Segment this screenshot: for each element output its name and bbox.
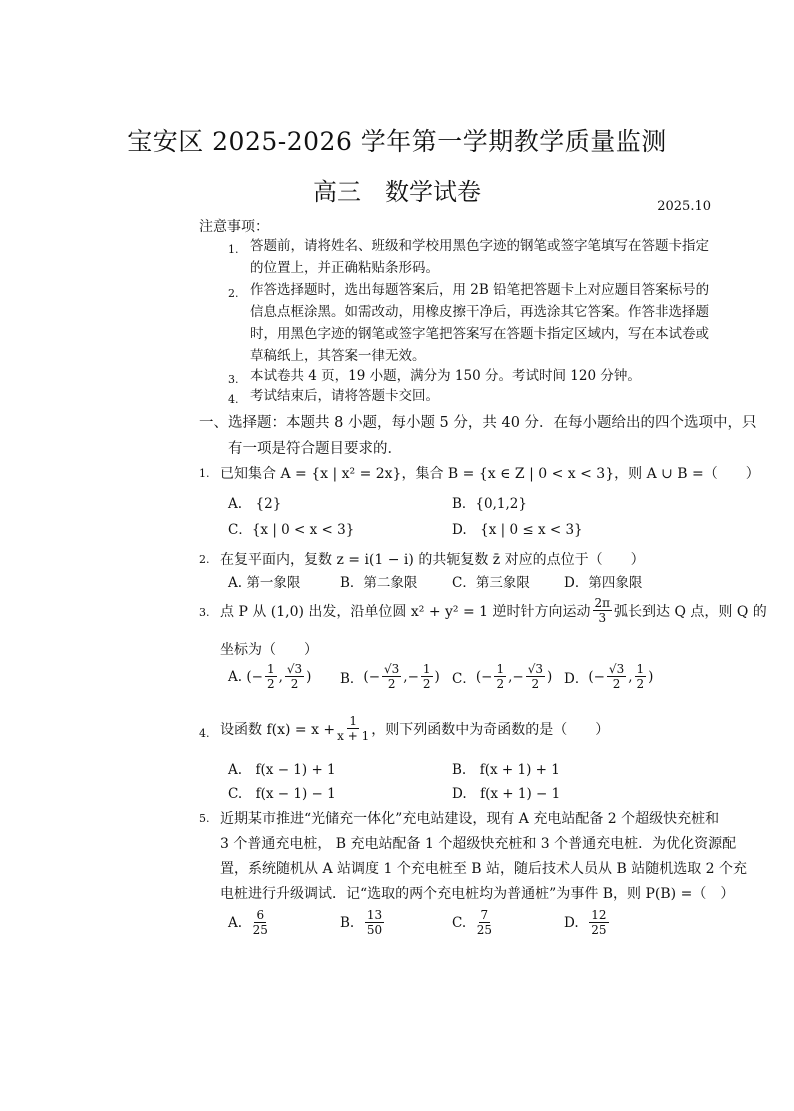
option-c: C．第三象限 [452, 575, 530, 591]
option-a: A. {2} [228, 496, 282, 512]
fraction-numerator: 1 [349, 714, 358, 728]
option-fraction [265, 662, 277, 691]
notice-line: 信息点框涂黑。如需改动，用橡皮擦干净后，再选涂其它答案。作答非选择题 [250, 304, 709, 320]
section-heading: 一、选择题：本题共 8 小题，每小题 5 分，共 40 分．在每小题给出的四个选项中，只 [199, 415, 757, 431]
fraction-numerator: 1 [636, 662, 645, 676]
option-fraction [253, 908, 268, 937]
option-label: C. [452, 914, 467, 931]
option-part: (− [363, 668, 381, 685]
notice-num: 1. [228, 243, 239, 256]
option-label: B. [340, 914, 355, 931]
arc-fraction [593, 596, 613, 625]
fraction-denominator: 50 [366, 923, 383, 937]
question-text: 已知集合 A = {x | x² = 2x}，集合 B = {x ∈ Z | 0 < x < 3}，则 A ∪ B =（ ） [220, 466, 760, 482]
option-b [340, 908, 386, 937]
exam-date: 2025.10 [657, 199, 711, 214]
fraction-denominator: 2 [422, 677, 431, 691]
option-fraction [526, 662, 545, 691]
option-d [564, 908, 611, 937]
fraction-denominator: 2 [266, 677, 275, 691]
fraction-numerator: 6 [256, 908, 265, 922]
fraction-numerator: 1 [496, 662, 505, 676]
fraction-numerator: 7 [480, 908, 489, 922]
fraction-numerator: √3 [527, 662, 543, 676]
option-part: ) [434, 668, 440, 685]
option-d [564, 662, 653, 691]
fraction-denominator: 2 [290, 677, 299, 691]
option-a: A. f(x − 1) + 1 [228, 762, 336, 778]
question-text-part: ，则下列函数中为奇函数的是（ ） [371, 721, 610, 738]
notice-line: 本试卷共 4 页，19 小题，满分为 150 分。考试时间 120 分钟。 [250, 368, 641, 384]
question-number: 4. [199, 727, 210, 740]
option-c: C. f(x − 1) − 1 [228, 786, 336, 802]
fraction-numerator: 1 [422, 662, 431, 676]
option-fraction [421, 662, 433, 691]
notice-line: 作答选择题时，选出每题答案后，用 2B 铅笔把答题卡上对应题目答案标号的 [250, 282, 710, 298]
option-b: B. f(x + 1) + 1 [452, 762, 560, 778]
option-fraction [477, 908, 492, 937]
option-a: A. 第一象限 [228, 575, 301, 591]
question-text-line: 近期某市推进“光储充一体化”充电站建设，现有 A 充电站配备 2 个超级快充桩和 [220, 811, 720, 827]
notice-line: 的位置上，并正确粘贴条形码。 [250, 260, 439, 276]
question-number: 2. [199, 553, 210, 566]
fraction-numerator: 13 [366, 908, 383, 922]
option-label: B． [340, 670, 364, 687]
question-text-line2: 坐标为（ ） [220, 642, 318, 658]
fraction-numerator: 12 [591, 908, 607, 922]
option-fraction [635, 662, 647, 691]
question-text-line: 3 个普通充电桩， B 充电站配备 1 个超级快充桩和 3 个普通充电桩．为优化资源配 [220, 836, 737, 852]
fraction-denominator: 3 [598, 611, 607, 625]
notice-heading: 注意事项： [199, 219, 269, 235]
notice-line: 草稿纸上，其答案一律无效。 [250, 348, 426, 364]
section-heading-cont: 有一项是符合题目要求的． [228, 441, 402, 457]
fraction-denominator: 2 [496, 677, 505, 691]
option-part: ) [306, 668, 312, 685]
notice-line: 时，用黑色字迹的钢笔或签字笔把答案写在答题卡指定区域内，写在本试卷或 [250, 326, 709, 342]
fraction-denominator: 2 [387, 677, 396, 691]
question-text [220, 714, 609, 743]
fraction-numerator: √3 [608, 662, 625, 676]
option-label: D． [564, 670, 589, 687]
option-fraction [285, 662, 304, 691]
option-part: ,− [508, 668, 524, 685]
fraction-numerator: 2π [594, 596, 611, 610]
option-a [228, 908, 270, 937]
option-fraction [382, 662, 401, 691]
question-text-line: 置，系统随机从 A 站调度 1 个充电桩至 B 站，随后技术人员从 B 站随机选取 2 个充 [220, 861, 748, 877]
option-part: (− [588, 668, 605, 685]
option-a [228, 662, 311, 691]
option-d: D. {x | 0 ≤ x < 3} [452, 522, 583, 538]
question-text-line: 电桩进行升级调试．记“选取的两个充电桩均为普通桩”为事件 B，则 P(B) =（ ） [220, 886, 735, 902]
option-part: , [628, 668, 633, 685]
fraction-denominator: 25 [252, 923, 268, 937]
option-d: D．第四象限 [564, 575, 643, 591]
question-text [220, 596, 767, 625]
notice-line: 答题前，请将姓名、班级和学校用黑色字迹的钢笔或签字笔填写在答题卡指定 [250, 238, 709, 254]
question-text: 在复平面内，复数 z = i(1 − i) 的共轭复数 z̄ 对应的点位于（ ） [220, 552, 645, 568]
option-fraction [365, 908, 384, 937]
option-c [452, 908, 494, 937]
question-number: 1. [199, 467, 210, 480]
option-fraction [589, 908, 608, 937]
notice-num: 3. [228, 373, 239, 386]
option-fraction [607, 662, 626, 691]
option-part: ,− [403, 668, 419, 685]
fraction-denominator: 25 [591, 923, 607, 937]
option-part: ) [648, 668, 654, 685]
option-label: D. [564, 914, 579, 931]
fraction-denominator: 2 [531, 677, 540, 691]
option-label: A. [228, 668, 243, 685]
option-label: C． [452, 670, 476, 687]
question-text-part: 设函数 f(x) = x + [220, 721, 336, 738]
question-text-part: 点 P 从 (1,0) 出发，沿单位圆 x² + y² = 1 逆时针方向运动 [220, 603, 591, 620]
fraction-denominator: 25 [476, 923, 493, 937]
fraction-numerator: √3 [286, 662, 303, 676]
option-fraction [494, 662, 506, 691]
exam-subtitle: 高三 数学试卷 [313, 178, 481, 206]
exam-title: 宝安区 2025-2026 学年第一学期教学质量监测 [127, 127, 667, 156]
fraction-numerator: √3 [384, 662, 400, 676]
option-part: ) [546, 668, 553, 685]
option-part: , [278, 668, 283, 685]
option-b: B．第二象限 [340, 575, 418, 591]
notice-num: 4. [228, 393, 239, 406]
option-part: (− [246, 668, 263, 685]
option-c: C．{x | 0 < x < 3} [228, 522, 355, 538]
fraction-denominator: 2 [612, 677, 621, 691]
option-label: A. [228, 914, 243, 931]
question-text-part: 弧长到达 Q 点，则 Q 的 [614, 603, 767, 620]
fraction-denominator: 2 [636, 677, 645, 691]
fraction-denominator: x + 1 [337, 729, 370, 743]
function-fraction [337, 714, 369, 743]
option-b: B．{0,1,2} [452, 496, 527, 512]
option-d: D. f(x + 1) − 1 [452, 786, 561, 802]
notice-num: 2. [228, 287, 239, 300]
question-number: 5. [199, 812, 210, 825]
fraction-numerator: 1 [266, 662, 275, 676]
option-part: (− [475, 668, 493, 685]
question-number: 3. [199, 606, 210, 619]
option-c [452, 662, 552, 691]
notice-line: 考试结束后，请将答题卡交回。 [250, 388, 439, 404]
option-b [340, 662, 440, 691]
